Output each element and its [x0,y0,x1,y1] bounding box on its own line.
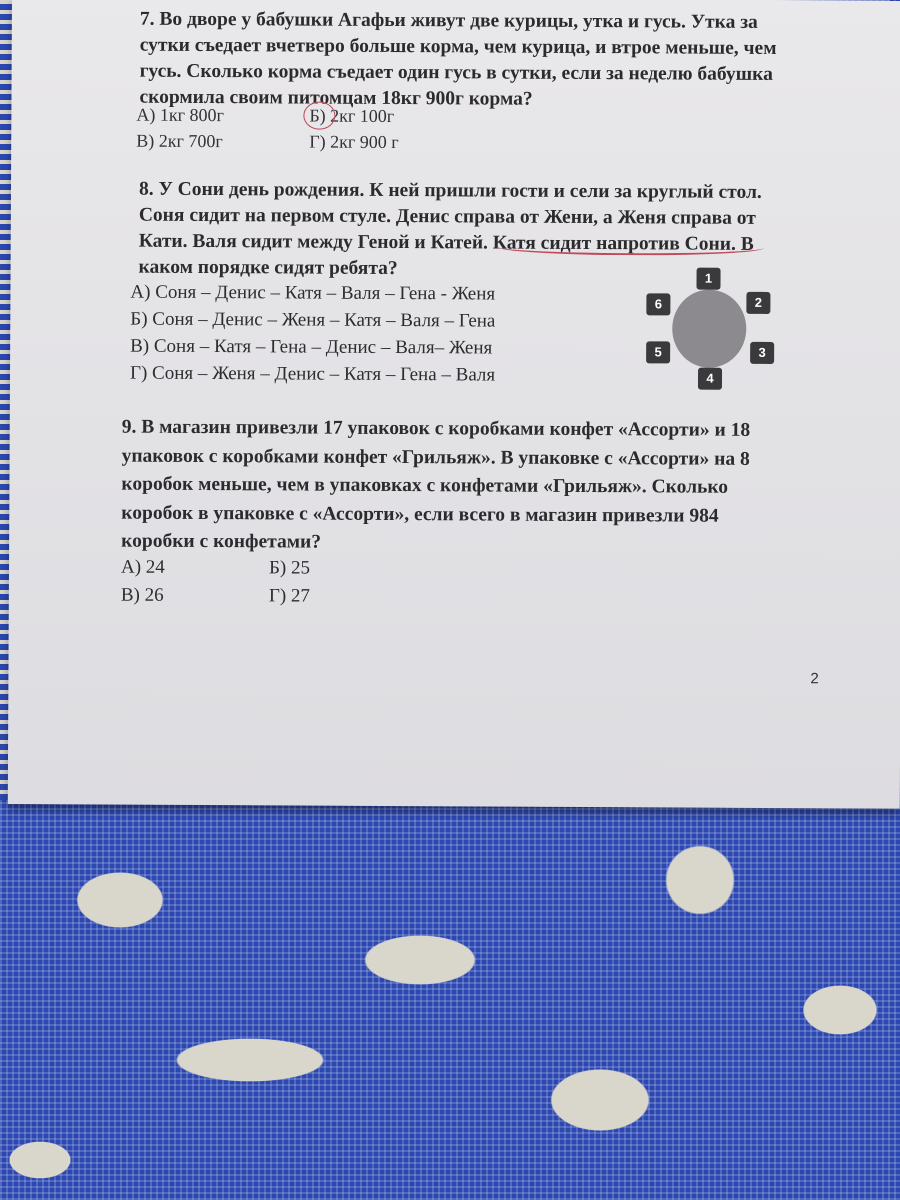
question-8-line-2: Соня сидит на первом стуле. Денис справа от Жени, а Женя справа от [138,204,756,229]
question-7-text [139,7,776,114]
question-9-option-a: А) 24 [120,556,165,578]
seat-3: 3 [750,342,774,364]
question-8-line-4: каком порядке сидят ребята? [138,256,398,280]
seat-5: 5 [646,341,670,363]
question-9-line-4: коробок в упаковке с «Ассорти», если всего в магазин привезли 984 [121,502,719,527]
question-9-line-3: коробок меньше, чем в упаковках с конфетами «Грильяж». Сколько [121,473,729,498]
seat-6: 6 [646,293,670,315]
question-8-option-a: А) Соня – Денис – Катя – Валя – Гена - Женя [130,281,496,305]
question-7-option-g: Г) 2кг 900 г [309,131,399,153]
question-7-line-2: сутки съедает вчетверо больше корма, чем курица, и втрое меньше, чем [139,34,777,60]
question-9-text [121,414,750,560]
question-9-line-5: коробки с конфетами? [121,530,322,553]
question-7-line-4: скормила своим питомцам 18кг 900г корма? [139,86,533,110]
question-7-line-3: гусь. Сколько корма съедает один гусь в сутки, если за неделю бабушка [139,60,773,85]
question-7-option-v: В) 2кг 700г [136,130,223,152]
round-table [672,289,746,367]
question-8-option-b: Б) Соня – Денис – Женя – Катя – Валя – Гена [130,308,496,332]
question-7-line-1: 7. Во дворе у бабушки Агафьи живут две курицы, утка и гусь. Утка за [139,8,758,33]
seat-1: 1 [696,268,720,290]
worksheet-page [8,0,900,809]
round-table-diagram [638,267,789,390]
question-8-line-1: 8. У Сони день рождения. К ней пришли гости и сели за круглый стол. [138,178,762,203]
pen-circle-mark [303,102,335,130]
seat-4: 4 [698,368,722,390]
question-7-option-b: Б) 2кг 100г [309,105,395,127]
question-9-option-v: В) 26 [120,584,164,606]
question-9-option-g: Г) 27 [268,585,310,607]
page-number: 2 [810,670,819,688]
question-7-option-a: А) 1кг 800г [136,104,224,126]
question-8-option-v: В) Соня – Катя – Гена – Денис – Валя– Женя [130,335,493,359]
question-9-line-1: 9. В магазин привезли 17 упаковок с коробками конфет «Ассорти» и 18 [121,416,751,441]
question-9-option-b: Б) 25 [268,557,311,579]
question-8-line-3: Кати. Валя сидит между Геной и Катей. Катя сидит напротив Сони. В [138,230,754,255]
question-9-line-2: упаковок с коробками конфет «Грильяж». В упаковке с «Ассорти» на 8 [121,445,750,470]
seat-2: 2 [746,292,770,314]
question-8-option-g: Г) Соня – Женя – Денис – Катя – Гена – Валя [129,362,496,386]
